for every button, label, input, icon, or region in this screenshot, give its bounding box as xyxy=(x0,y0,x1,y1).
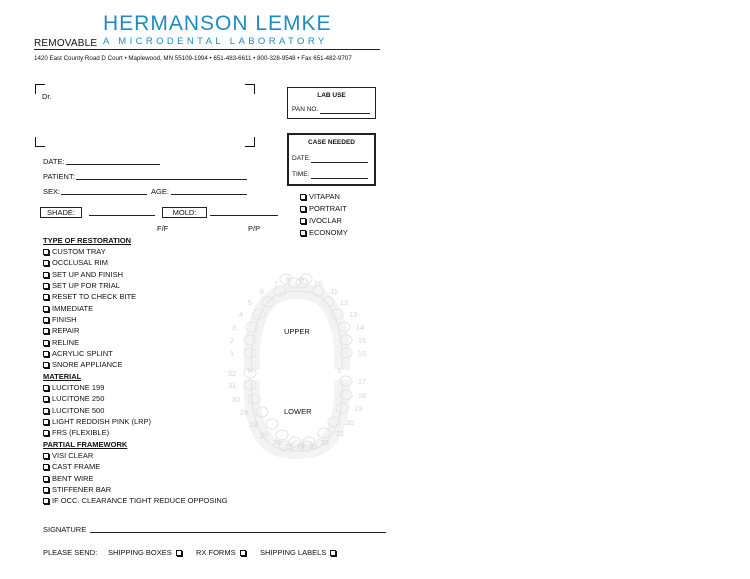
restoration-option-label: ACRYLIC SPLINT xyxy=(52,349,113,358)
material-option[interactable] xyxy=(43,417,151,426)
tooth-number: 25 xyxy=(284,442,294,451)
checkbox-icon[interactable] xyxy=(330,550,336,556)
restoration-option[interactable] xyxy=(43,258,108,267)
tooth-number: 27 xyxy=(259,431,269,440)
brand-name: HERMANSON LEMKE xyxy=(103,12,332,35)
corner-br xyxy=(245,137,255,147)
patient-field[interactable] xyxy=(76,179,247,180)
brand-option-economy[interactable] xyxy=(300,228,348,237)
checkbox-icon[interactable] xyxy=(43,317,49,323)
checkbox-icon[interactable] xyxy=(43,340,49,346)
tooth-number: 28 xyxy=(249,420,259,429)
brand-option-label: VITAPAN xyxy=(309,192,340,201)
brand-option-label: PORTRAIT xyxy=(309,204,347,213)
framework-option[interactable] xyxy=(43,496,228,505)
restoration-option-label: CUSTOM TRAY xyxy=(52,247,106,256)
tooth-number: 24 xyxy=(296,442,306,451)
mold-field[interactable] xyxy=(210,215,278,216)
framework-option-label: IF OCC. CLEARANCE TIGHT REDUCE OPPOSING xyxy=(52,496,228,505)
send-option-shipping-boxes[interactable] xyxy=(108,548,185,557)
material-option-label: LIGHT REDDISH PINK (LRP) xyxy=(52,417,152,426)
checkbox-icon[interactable] xyxy=(43,351,49,357)
restoration-option[interactable] xyxy=(43,360,122,369)
age-label: AGE: xyxy=(151,187,169,196)
age-field[interactable] xyxy=(171,194,247,195)
material-option[interactable] xyxy=(43,394,104,403)
tooth-number: 20 xyxy=(345,418,355,427)
tooth-number: 16 xyxy=(357,349,367,358)
tooth-number: 7 xyxy=(273,279,279,288)
tooth-number: 3 xyxy=(231,323,237,332)
send-option-rx-forms[interactable] xyxy=(196,548,249,557)
material-option[interactable] xyxy=(43,406,104,415)
checkbox-icon[interactable] xyxy=(43,396,49,402)
brand-option-vitapan[interactable] xyxy=(300,192,340,201)
restoration-option-label: OCCLUSAL RIM xyxy=(52,258,108,267)
framework-option-label: VISI CLEAR xyxy=(52,451,94,460)
brand-option-ivoclar[interactable] xyxy=(300,216,342,225)
material-option[interactable] xyxy=(43,428,109,437)
tooth-number: 17 xyxy=(357,377,367,386)
sex-field[interactable] xyxy=(61,194,147,195)
partial-framework-heading: PARTIAL FRAMEWORK xyxy=(43,440,128,449)
checkbox-icon[interactable] xyxy=(43,294,49,300)
material-heading: MATERIAL xyxy=(43,372,82,381)
material-option-label: FRS (FLEXIBLE) xyxy=(52,428,110,437)
case-time-label: TIME: xyxy=(292,171,310,178)
please-send-label: PLEASE SEND: xyxy=(43,548,98,557)
signature-label: SIGNATURE xyxy=(43,525,87,534)
checkbox-icon[interactable] xyxy=(43,453,49,459)
restoration-option[interactable] xyxy=(43,338,79,347)
framework-option[interactable] xyxy=(43,451,93,460)
doctor-field[interactable] xyxy=(52,88,242,133)
tooth-number: 12 xyxy=(339,298,349,307)
material-option-label: LUCITONE 250 xyxy=(52,394,105,403)
tooth-number: 6 xyxy=(259,287,265,296)
material-option-label: LUCITONE 500 xyxy=(52,406,105,415)
type-of-restoration-heading: TYPE OF RESTORATION xyxy=(43,236,132,245)
checkbox-icon[interactable] xyxy=(43,328,49,334)
header-divider xyxy=(34,49,380,50)
patient-label: PATIENT: xyxy=(43,172,75,181)
case-date-label: DATE: xyxy=(292,155,311,162)
corner-bl xyxy=(35,137,45,147)
brand-option-portrait[interactable] xyxy=(300,204,347,213)
tooth-number: 30 xyxy=(231,395,241,404)
restoration-option[interactable] xyxy=(43,270,123,279)
brand-option-label: ECONOMY xyxy=(309,228,348,237)
checkbox-icon[interactable] xyxy=(300,218,306,224)
send-option-label: RX FORMS xyxy=(196,548,236,557)
checkbox-icon[interactable] xyxy=(43,260,49,266)
shade-label-box xyxy=(40,207,82,218)
r-label: R xyxy=(248,368,254,375)
tooth-number: 14 xyxy=(355,323,365,332)
tooth-number: 2 xyxy=(229,336,235,345)
restoration-option-label: SET UP FOR TRIAL xyxy=(52,281,120,290)
restoration-option[interactable] xyxy=(43,315,77,324)
shade-label: SHADE: xyxy=(47,208,75,217)
tooth-number: 8 xyxy=(285,275,291,284)
l-label: L xyxy=(338,368,342,375)
tooth-number: 31 xyxy=(227,381,237,390)
address-line: 1420 East County Road D Court • Maplewood, MN 55109-1994 • 651-483-6611 • 800-328-9548 • Fax 651-482-9707 xyxy=(34,55,352,62)
tooth-number: 29 xyxy=(239,408,249,417)
restoration-option[interactable] xyxy=(43,281,120,290)
sex-label: SEX: xyxy=(43,187,61,196)
framework-option-label: BENT WIRE xyxy=(52,474,94,483)
tooth-number: 13 xyxy=(348,310,358,319)
checkbox-icon[interactable] xyxy=(43,362,49,368)
restoration-option[interactable] xyxy=(43,304,93,313)
framework-option-label: STIFFENER BAR xyxy=(52,485,112,494)
form-type: REMOVABLE xyxy=(34,38,98,49)
case-date-field[interactable] xyxy=(311,162,368,163)
send-option-shipping-labels[interactable] xyxy=(260,548,339,557)
tooth-number: 22 xyxy=(320,438,330,447)
material-option[interactable] xyxy=(43,383,104,392)
checkbox-icon[interactable] xyxy=(43,385,49,391)
lab-use-title: LAB USE xyxy=(317,92,346,99)
tooth-number: 19 xyxy=(353,404,363,413)
checkbox-icon[interactable] xyxy=(300,230,306,236)
checkbox-icon[interactable] xyxy=(43,430,49,436)
tooth-outline[interactable] xyxy=(266,419,278,429)
lab-use-box xyxy=(287,87,376,119)
checkbox-icon[interactable] xyxy=(43,408,49,414)
restoration-option[interactable] xyxy=(43,326,79,335)
framework-option-label: CAST FRAME xyxy=(52,462,101,471)
case-needed-box xyxy=(287,133,376,186)
checkbox-icon[interactable] xyxy=(43,306,49,312)
tooth-number: 26 xyxy=(272,438,282,447)
tooth-number: 15 xyxy=(357,336,367,345)
framework-option[interactable] xyxy=(43,462,100,471)
tooth-number: 10 xyxy=(313,279,323,288)
checkbox-icon[interactable] xyxy=(176,550,182,556)
lower-label: LOWER xyxy=(284,407,312,416)
checkbox-icon[interactable] xyxy=(43,476,49,482)
tooth-number: 1 xyxy=(229,349,235,358)
case-time-field[interactable] xyxy=(311,178,368,179)
checkbox-icon[interactable] xyxy=(300,206,306,212)
restoration-option-label: RESET TO CHECK BITE xyxy=(52,292,137,301)
corner-tr xyxy=(245,84,255,94)
tooth-number: 21 xyxy=(335,429,345,438)
tooth-chart[interactable] xyxy=(222,270,372,470)
mold-label: MOLD: xyxy=(172,208,197,217)
checkbox-icon[interactable] xyxy=(43,272,49,278)
pan-no-field[interactable] xyxy=(320,113,370,114)
tooth-number: 18 xyxy=(357,391,367,400)
restoration-option-label: IMMEDIATE xyxy=(52,304,94,313)
checkbox-icon[interactable] xyxy=(300,194,306,200)
checkbox-icon[interactable] xyxy=(43,498,49,504)
upper-label: UPPER xyxy=(284,327,310,336)
date-field[interactable] xyxy=(66,164,160,165)
pan-no-label: PAN NO. xyxy=(292,106,319,113)
restoration-option-label: FINISH xyxy=(52,315,77,324)
doctor-label: Dr. xyxy=(42,92,52,101)
tooth-number: 9 xyxy=(299,275,305,284)
restoration-option[interactable] xyxy=(43,247,106,256)
checkbox-icon[interactable] xyxy=(43,464,49,470)
checkbox-icon[interactable] xyxy=(43,249,49,255)
ff-label: F/F xyxy=(157,224,169,233)
restoration-option-label: REPAIR xyxy=(52,326,80,335)
checkbox-icon[interactable] xyxy=(240,550,246,556)
checkbox-icon[interactable] xyxy=(43,283,49,289)
tooth-number: 11 xyxy=(330,287,338,296)
send-option-label: SHIPPING LABELS xyxy=(260,548,327,557)
brand-option-label: IVOCLAR xyxy=(309,216,342,225)
framework-option[interactable] xyxy=(43,474,94,483)
restoration-option-label: SET UP AND FINISH xyxy=(52,270,123,279)
mold-label-box xyxy=(162,207,207,218)
tooth-number: 4 xyxy=(238,310,244,319)
tooth-number: 23 xyxy=(308,442,318,451)
signature-field[interactable] xyxy=(90,532,386,533)
checkbox-icon[interactable] xyxy=(43,487,49,493)
brand-subtitle: A MICRODENTAL LABORATORY xyxy=(103,36,328,47)
tooth-number: 5 xyxy=(247,298,253,307)
material-option-label: LUCITONE 199 xyxy=(52,383,105,392)
restoration-option-label: RELINE xyxy=(52,338,80,347)
restoration-option[interactable] xyxy=(43,349,113,358)
case-needed-title: CASE NEEDED xyxy=(308,139,355,146)
tooth-outline[interactable] xyxy=(276,430,288,440)
shade-field[interactable] xyxy=(89,215,155,216)
restoration-option[interactable] xyxy=(43,292,136,301)
checkbox-icon[interactable] xyxy=(43,419,49,425)
pp-label: P/P xyxy=(248,224,261,233)
tooth-number: 32 xyxy=(227,369,237,378)
send-option-label: SHIPPING BOXES xyxy=(108,548,172,557)
date-label: DATE: xyxy=(43,157,65,166)
restoration-option-label: SNORE APPLIANCE xyxy=(52,360,123,369)
framework-option[interactable] xyxy=(43,485,111,494)
